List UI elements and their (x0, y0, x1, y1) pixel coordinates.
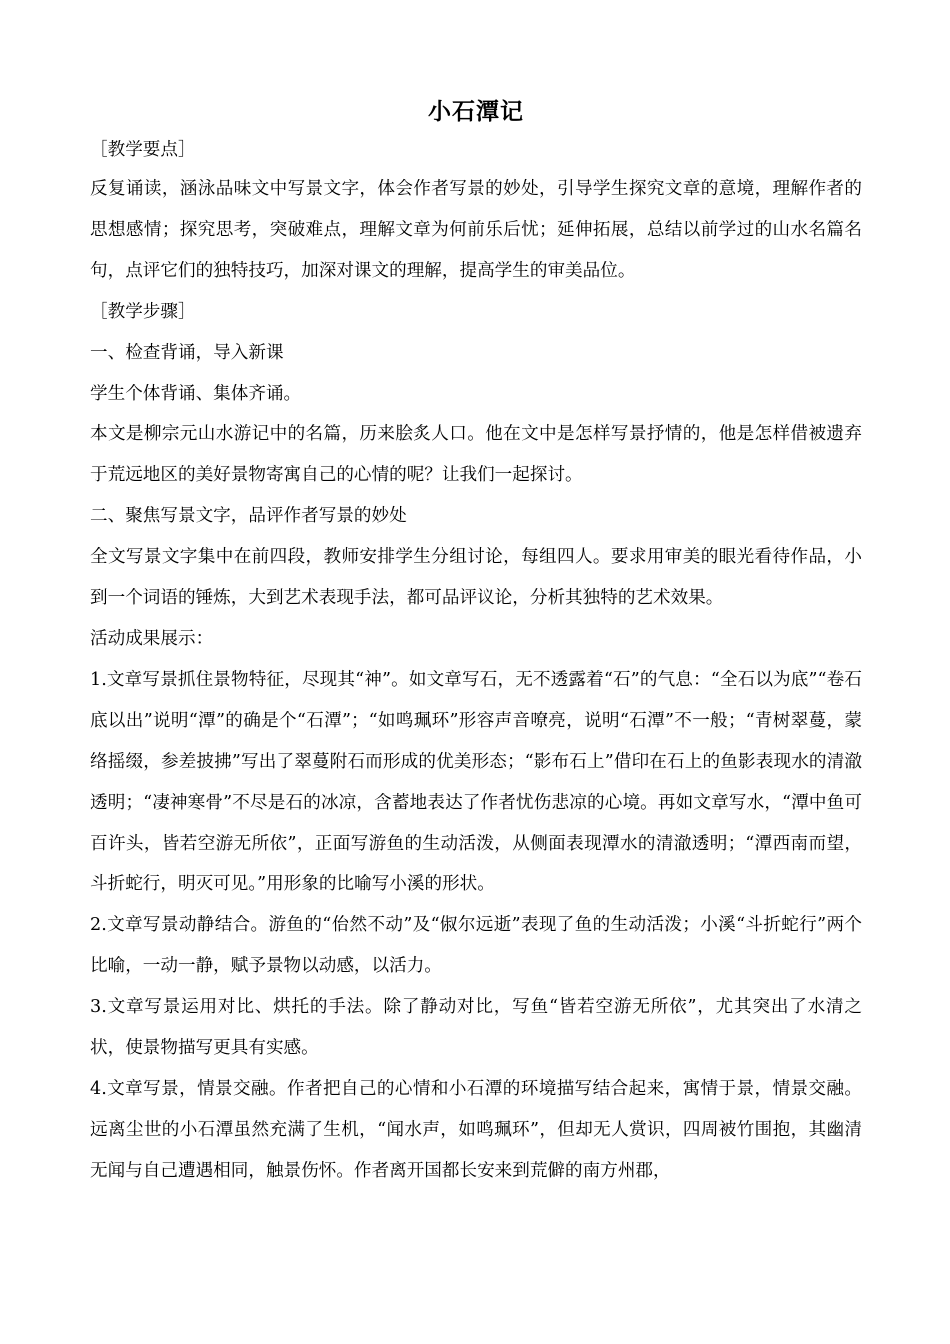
paragraph-group-discussion: 全文写景文字集中在前四段，教师安排学生分组讨论，每组四人。要求用审美的眼光看待作品，小到一个词语的锤炼，大到艺术表现手法，都可品评议论，分析其独特的艺术效果。 (90, 547, 862, 609)
paragraph-recitation: 学生个体背诵、集体齐诵。 (90, 383, 302, 404)
list-item-point-4: 4.文章写景，情景交融。作者把自己的心情和小石潭的环境描写结合起来，寓情于景，情景交融。远离尘世的小石潭虽然充满了生机，“闻水声，如鸣珮环”，但却无人赏识，四周被竹围抱，其幽清无闻与自己遭遇相同，触景伤怀。作者离开国都长安来到荒僻的南方州郡， (90, 1078, 862, 1181)
paragraph-teaching-points: 反复诵读，涵泳品味文中写景文字，体会作者写景的妙处，引导学生探究文章的意境，理解作者的思想感情；探究思考，突破难点，理解文章为何前乐后忧；延伸拓展，总结以前学过的山水名篇名句，点评它们的独特技巧，加深对课文的理解，提高学生的审美品位。 (90, 179, 862, 281)
paragraph-results-heading: 活动成果展示： (90, 628, 214, 649)
paragraph-introduction: 本文是柳宗元山水游记中的名篇，历来脍炙人口。他在文中是怎样写景抒情的，他是怎样借被遗弃于荒远地区的美好景物寄寓自己的心情的呢？让我们一起探讨。 (90, 424, 862, 486)
list-item-point-1: 1.文章写景抓住景物特征，尽现其“神”。如文章写石，无不透露着“石”的气息：“全石以为底”“卷石底以出”说明“潭”的确是个“石潭”；“如鸣珮环”形容声音嘹亮，说明“石潭”不一般；“青树翠蔓，蒙络摇缀，参差披拂”写出了翠蔓附石而形成的优美形态；“影布石上”借印在石上的鱼影表现水的清澈透明；“凄神寒骨”不尽是石的冰凉，含蓄地表达了作者忧伤悲凉的心境。再如文章写水，“潭中鱼可百许头，皆若空游无所依”，正面写游鱼的生动活泼，从侧面表现潭水的清澈透明；“潭西南而望，斗折蛇行，明灭可见。”用形象的比喻写小溪的形状。 (90, 669, 862, 895)
step-heading-1: 一、检查背诵，导入新课 (90, 342, 284, 363)
document-page (90, 92, 862, 1192)
section-heading-teaching-steps: ［教学步骤］ (90, 301, 196, 322)
step-heading-2: 二、聚焦写景文字，品评作者写景的妙处 (90, 506, 407, 527)
list-item-point-3: 3.文章写景运用对比、烘托的手法。除了静动对比，写鱼“皆若空游无所依”，尤其突出了水清之状，使景物描写更具有实感。 (90, 997, 862, 1059)
section-heading-teaching-points: ［教学要点］ (90, 140, 196, 160)
document-title: 小石潭记 (428, 99, 524, 125)
list-item-point-2: 2.文章写景动静结合。游鱼的“佁然不动”及“俶尔远逝”表现了鱼的生动活泼；小溪“斗折蛇行”两个比喻，一动一静，赋予景物以动感，以活力。 (90, 915, 862, 977)
